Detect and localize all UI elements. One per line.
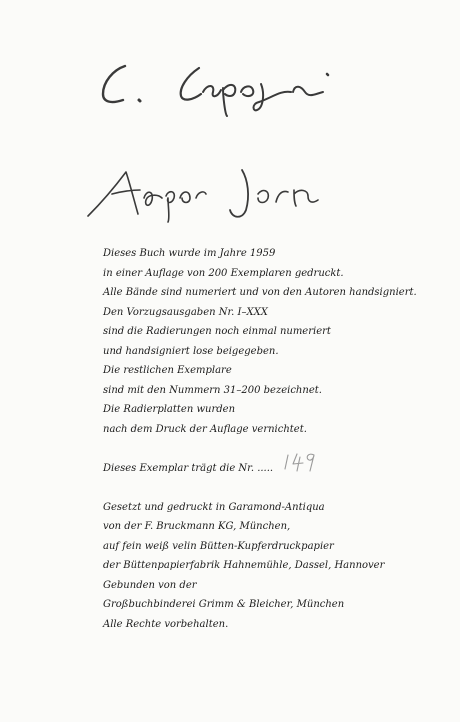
colophon-line: Alle Rechte vorbehalten. xyxy=(103,618,229,630)
colophon-line: nach dem Druck der Auflage vernichtet. xyxy=(103,423,307,435)
colophon-line: sind mit den Nummern 31–200 bezeichnet. xyxy=(103,384,322,396)
colophon-line: Den Vorzugsausgaben Nr. I–XXX xyxy=(103,306,268,318)
colophon-line: der Büttenpapierfabrik Hahnemühle, Dassel, Hannover xyxy=(103,560,385,571)
colophon-line: Gesetzt und gedruckt in Garamond-Antiqua xyxy=(103,501,325,513)
paragraph-gap xyxy=(103,478,423,498)
copy-number-label: Dieses Exemplar trägt die Nr. ..... xyxy=(103,462,274,474)
colophon-line: Gebunden von der xyxy=(103,579,197,591)
jorn-signature xyxy=(82,160,344,226)
copy-number-line xyxy=(103,459,423,479)
colophon-line: Großbuchbinderei Grimm & Bleicher, München xyxy=(103,599,345,610)
colophon-line: auf fein weiß velin Bütten-Kupferdruckpapier xyxy=(103,540,334,552)
colophon-text xyxy=(103,244,423,634)
capogrossi-signature xyxy=(95,58,345,118)
colophon-line: sind die Radierungen noch einmal numeriert xyxy=(103,326,331,337)
colophon-line: Alle Bände sind numeriert und von den Autoren handsigniert. xyxy=(103,287,417,298)
colophon-line: Die Radierplatten wurden xyxy=(103,404,236,415)
handwritten-copy-number xyxy=(281,449,317,475)
colophon-line: von der F. Bruckmann KG, München, xyxy=(103,521,291,532)
colophon-line: in einer Auflage von 200 Exemplaren gedruckt. xyxy=(103,267,344,279)
colophon-line: und handsigniert lose beigegeben. xyxy=(103,345,279,357)
paragraph-gap xyxy=(103,439,423,459)
colophon-line: Dieses Buch wurde im Jahre 1959 xyxy=(103,248,276,259)
colophon-line: Die restlichen Exemplare xyxy=(103,365,232,376)
